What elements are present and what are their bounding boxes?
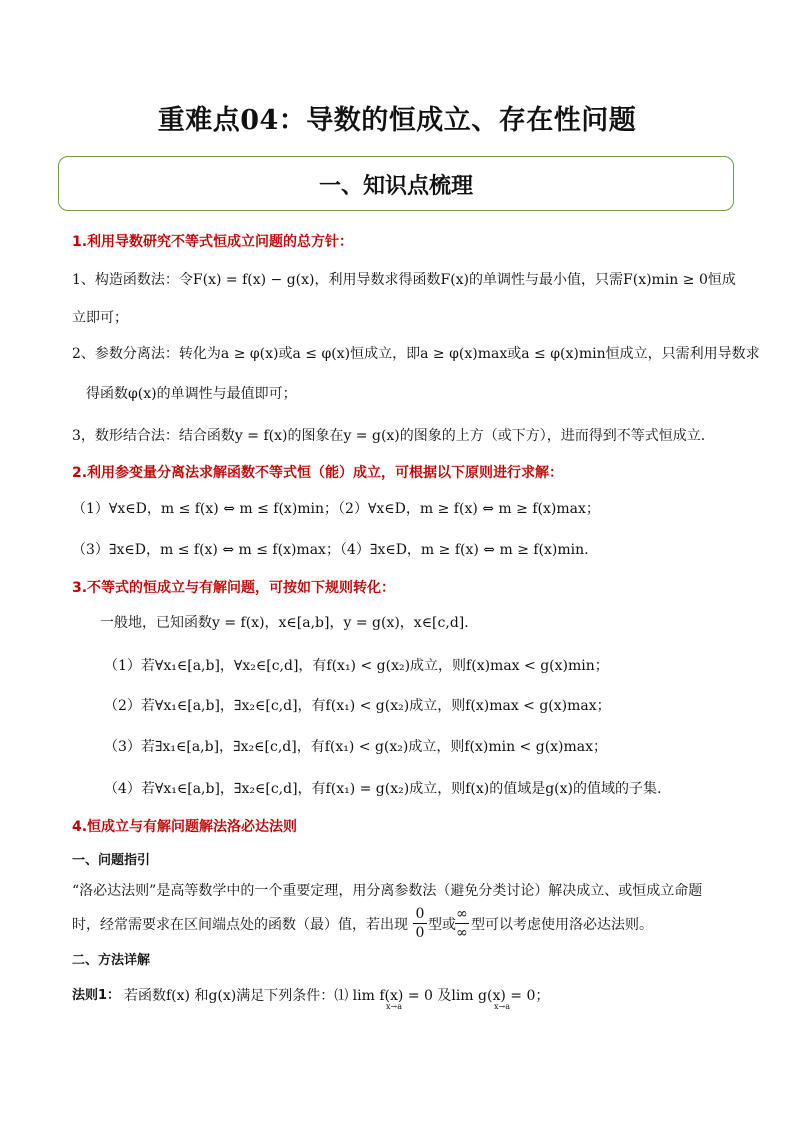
paragraph-line: （1）若∀x₁∈[a,b]，∀x₂∈[c,d]，有f(x₁) < g(x₂)成立，则f(x)max < g(x)min；: [104, 658, 609, 674]
paragraph-line: “洛必达法则”是高等数学中的一个重要定理，用分离参数法（避免分类讨论）解决成立、或恒成立命题: [72, 883, 703, 899]
limit-subscript: x→a: [386, 1002, 402, 1011]
limit-subscript: x→a: [494, 1002, 510, 1011]
paragraph-line: （1）∀x∈D，m ≤ f(x) ⇔ m ≤ f(x)min；（2）∀x∈D，m ≥ f(x) ⇔ m ≥ f(x)max；: [72, 501, 600, 517]
rule-1-label: 法则1：: [72, 988, 121, 1003]
heading-2: 2.利用参变量分离法求解函数不等式恒（能）成立，可根据以下原则进行求解：: [72, 465, 564, 481]
paragraph-line: 1、构造函数法：令F(x) = f(x) − g(x)，利用导数求得函数F(x)的单调性与最小值，只需F(x)min ≥ 0恒成: [72, 272, 736, 288]
paragraph-line: 2、参数分离法：转化为a ≥ φ(x)或a ≤ φ(x)恒成立，即a ≥ φ(x)max或a ≤ φ(x)min恒成立，只需利用导数求: [72, 346, 760, 362]
fraction-numerator: ∞: [456, 906, 468, 922]
section-header-box: [58, 156, 734, 211]
fraction-bar: [455, 923, 469, 924]
section-title: 一、知识点梳理: [318, 173, 473, 199]
heading-1: 1.利用导数研究不等式恒成立问题的总方针：: [72, 234, 354, 250]
fraction-bar: [413, 923, 427, 924]
page-title: 重难点04：导数的恒成立、存在性问题: [157, 105, 637, 136]
paragraph-line: 一般地，已知函数y = f(x)，x∈[a,b]，y = g(x)，x∈[c,d].: [100, 615, 469, 631]
fraction-infinity-over-infinity: [455, 906, 469, 941]
paragraph-fragment: 型可以考虑使用洛必达法则。: [471, 917, 653, 933]
paragraph-line: 立即可；: [72, 310, 128, 326]
fraction-zero-over-zero: [413, 906, 427, 941]
paragraph-line: （3）若∃x₁∈[a,b]，∃x₂∈[c,d]，有f(x₁) < g(x₂)成立，则f(x)min < g(x)max；: [104, 739, 608, 755]
paragraph-line: 3，数形结合法：结合函数y = f(x)的图象在y = g(x)的图象的上方（或下方），进而得到不等式恒成立.: [72, 428, 706, 444]
paragraph-line: （4）若∀x₁∈[a,b]，∃x₂∈[c,d]，有f(x₁) = g(x₂)成立，则f(x)的值域是g(x)的值域的子集.: [104, 781, 662, 797]
fraction-numerator: 0: [415, 906, 425, 922]
subheading-method-detail: 二、方法详解: [72, 953, 151, 968]
paragraph-line: （3）∃x∈D，m ≤ f(x) ⇔ m ≤ f(x)max；（4）∃x∈D，m ≥ f(x) ⇔ m ≥ f(x)min.: [72, 542, 589, 558]
paragraph-line: 得函数φ(x)的单调性与最值即可；: [86, 386, 297, 402]
rule-1-text: 若函数f(x) 和g(x)满足下列条件：⑴ lim f(x) = 0 及lim g(x) = 0；: [124, 988, 550, 1004]
fraction-denominator: ∞: [456, 925, 468, 941]
subheading-problem-guide: 一、问题指引: [72, 853, 151, 868]
paragraph-fragment: 型或: [428, 917, 456, 933]
heading-3: 3.不等式的恒成立与有解问题，可按如下规则转化：: [72, 580, 396, 596]
paragraph-line: （2）若∀x₁∈[a,b]，∃x₂∈[c,d]，有f(x₁) < g(x₂)成立，则f(x)max < g(x)max；: [104, 698, 611, 714]
fraction-denominator: 0: [415, 925, 425, 941]
paragraph-line: 时，经常需要求在区间端点处的函数（最）值，若出现: [72, 917, 408, 933]
heading-4: 4.恒成立与有解问题解法洛必达法则: [72, 819, 298, 835]
